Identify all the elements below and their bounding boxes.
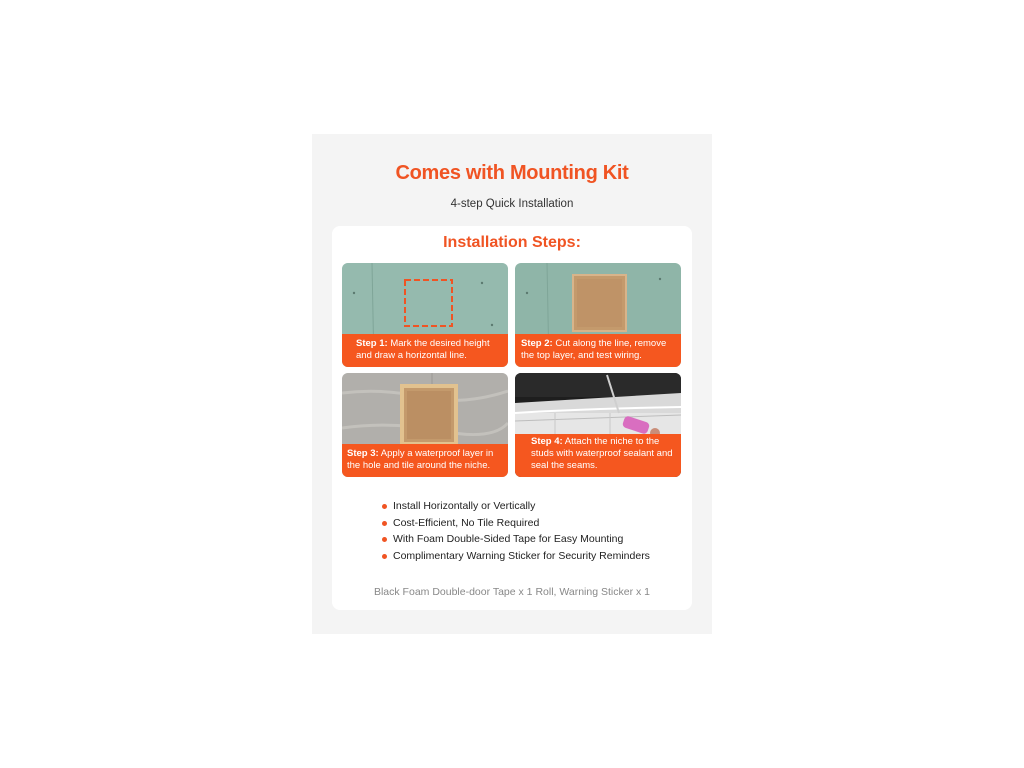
page-subtitle: 4-step Quick Installation	[450, 198, 574, 210]
bullet-dot-icon	[382, 504, 387, 509]
feature-item: Cost-Efficient, No Tile Required	[382, 515, 682, 532]
installation-heading: Installation Steps:	[443, 234, 581, 251]
step-4-caption	[515, 434, 681, 477]
step-3-caption	[342, 444, 508, 477]
step-2-text: Cut along the line, remove the top layer, and test wiring.	[521, 338, 667, 361]
step-2-label: Step 2:	[521, 338, 553, 349]
bullet-dot-icon	[382, 537, 387, 542]
feature-item: Install Horizontally or Vertically	[382, 498, 682, 515]
feature-item: Complimentary Warning Sticker for Security Reminders	[382, 548, 682, 565]
bullet-dot-icon	[382, 554, 387, 559]
step-2-tile	[515, 263, 681, 367]
step-3-label: Step 3:	[347, 448, 379, 459]
bullet-dot-icon	[382, 521, 387, 526]
feature-item: With Foam Double-Sided Tape for Easy Mounting	[382, 531, 682, 548]
step-3-tile	[342, 373, 508, 477]
feature-list	[382, 498, 682, 565]
step-4-label: Step 4:	[531, 436, 563, 447]
step-1-text: Mark the desired height and draw a horizontal line.	[356, 338, 490, 361]
kit-contents-note: Black Foam Double-door Tape x 1 Roll, Warning Sticker x 1	[373, 586, 651, 598]
step-2-caption	[515, 334, 681, 367]
step-1-label: Step 1:	[356, 338, 388, 349]
page-title: Comes with Mounting Kit	[395, 162, 629, 184]
step-4-tile	[515, 373, 681, 477]
step-3-text: Apply a waterproof layer in the hole and tile around the niche.	[347, 448, 494, 471]
product-info-panel	[312, 134, 712, 634]
step-4-text: Attach the niche to the studs with waterproof sealant and seal the seams.	[531, 436, 673, 471]
step-1-tile	[342, 263, 508, 367]
step-1-caption	[342, 334, 508, 367]
installation-card	[332, 226, 692, 610]
